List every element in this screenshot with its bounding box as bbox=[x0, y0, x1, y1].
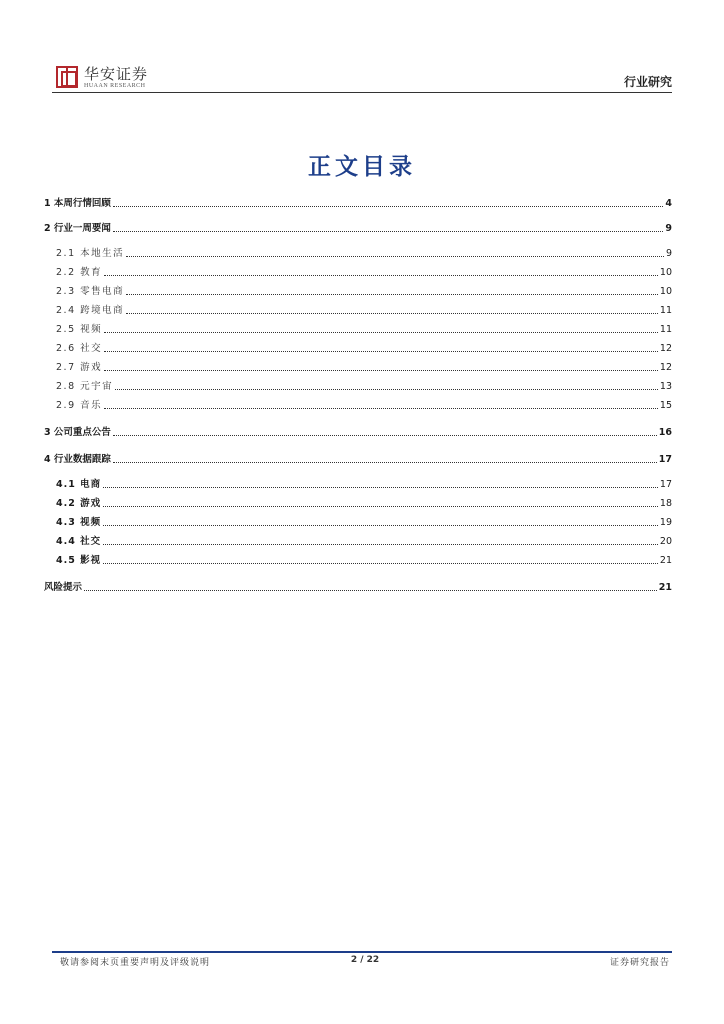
toc-entry-label: 2.2 教育 bbox=[56, 267, 103, 278]
toc-entry[interactable] bbox=[44, 196, 672, 210]
toc-entry[interactable] bbox=[56, 360, 672, 374]
toc-entry[interactable] bbox=[56, 534, 672, 548]
toc-entry-label: 4.1 电商 bbox=[56, 479, 102, 490]
toc-entry-label: 2.5 视频 bbox=[56, 324, 103, 335]
toc-entry-page: 21 bbox=[659, 555, 672, 566]
toc-dot-leader bbox=[126, 313, 658, 314]
toc-dot-leader bbox=[103, 525, 658, 526]
toc-entry[interactable] bbox=[56, 284, 672, 298]
toc-dot-leader bbox=[103, 544, 658, 545]
toc-entry-label: 3 公司重点公告 bbox=[44, 427, 111, 438]
toc-entry[interactable] bbox=[44, 425, 672, 439]
report-category: 行业研究 bbox=[623, 75, 672, 89]
toc-entry-page: 21 bbox=[658, 582, 672, 593]
logo-name-cn: 华安证券 bbox=[84, 65, 149, 83]
toc-dot-leader bbox=[84, 590, 657, 591]
toc-entry-label: 4.4 社交 bbox=[56, 536, 102, 547]
toc-dot-leader bbox=[126, 294, 658, 295]
toc-entry-label: 风险提示 bbox=[44, 582, 83, 593]
toc-entry-page: 19 bbox=[659, 517, 672, 528]
toc-entry-page: 12 bbox=[659, 362, 672, 373]
page-title: 正文目录 bbox=[308, 154, 416, 180]
toc-entry-label: 2.7 游戏 bbox=[56, 362, 103, 373]
toc-entry-page: 4 bbox=[665, 198, 672, 209]
footer-divider bbox=[52, 951, 672, 953]
toc-dot-leader bbox=[113, 462, 657, 463]
toc-entry-label: 4.2 游戏 bbox=[56, 498, 102, 509]
toc-entry-page: 9 bbox=[665, 248, 672, 259]
toc-entry[interactable] bbox=[56, 246, 672, 260]
report-type: 证券研究报告 bbox=[609, 958, 670, 968]
toc-entry[interactable] bbox=[56, 322, 672, 336]
toc-entry-page: 15 bbox=[659, 400, 672, 411]
toc-entry[interactable] bbox=[56, 515, 672, 529]
toc-dot-leader bbox=[113, 435, 657, 436]
toc-entry[interactable] bbox=[44, 221, 672, 235]
toc-entry[interactable] bbox=[44, 452, 672, 466]
toc-entry[interactable] bbox=[56, 265, 672, 279]
page-number: 2 / 22 bbox=[350, 955, 380, 965]
toc-entry-page: 17 bbox=[659, 479, 672, 490]
toc-entry-label: 2.6 社交 bbox=[56, 343, 103, 354]
toc-dot-leader bbox=[104, 275, 658, 276]
toc-dot-leader bbox=[104, 408, 658, 409]
toc-dot-leader bbox=[103, 487, 658, 488]
toc-entry-page: 13 bbox=[659, 381, 672, 392]
toc-entry-page: 10 bbox=[659, 267, 672, 278]
toc-entry-page: 17 bbox=[658, 454, 672, 465]
logo-seal-icon bbox=[56, 66, 78, 88]
toc-entry[interactable] bbox=[44, 580, 672, 594]
toc-entry-page: 10 bbox=[659, 286, 672, 297]
toc-entry-label: 4 行业数据跟踪 bbox=[44, 454, 111, 465]
toc-dot-leader bbox=[104, 332, 658, 333]
toc-entry[interactable] bbox=[56, 496, 672, 510]
page-footer bbox=[60, 955, 670, 969]
toc-dot-leader bbox=[113, 231, 663, 232]
toc-entry-label: 2.4 跨境电商 bbox=[56, 305, 125, 316]
toc-entry-page: 12 bbox=[659, 343, 672, 354]
toc-dot-leader bbox=[126, 256, 664, 257]
toc-entry[interactable] bbox=[56, 379, 672, 393]
toc-entry-label: 4.5 影视 bbox=[56, 555, 102, 566]
company-logo bbox=[56, 66, 148, 90]
toc-entry-page: 16 bbox=[658, 427, 672, 438]
toc-entry-label: 1 本周行情回顾 bbox=[44, 198, 111, 209]
toc-dot-leader bbox=[104, 351, 658, 352]
toc-entry[interactable] bbox=[56, 303, 672, 317]
toc-entry[interactable] bbox=[56, 341, 672, 355]
toc-entry-label: 2.1 本地生活 bbox=[56, 248, 125, 259]
toc-entry-label: 4.3 视频 bbox=[56, 517, 102, 528]
toc-entry-label: 2.8 元宇宙 bbox=[56, 381, 114, 392]
toc-entry-page: 11 bbox=[659, 305, 672, 316]
toc-entry[interactable] bbox=[56, 398, 672, 412]
toc-dot-leader bbox=[103, 563, 658, 564]
header-divider bbox=[52, 92, 672, 93]
page-header bbox=[52, 64, 672, 92]
toc-entry-page: 11 bbox=[659, 324, 672, 335]
toc-dot-leader bbox=[115, 389, 658, 390]
toc-entry-page: 18 bbox=[659, 498, 672, 509]
logo-name-en: HUAAN RESEARCH bbox=[84, 83, 146, 89]
toc-dot-leader bbox=[113, 206, 663, 207]
toc-entry-label: 2 行业一周要闻 bbox=[44, 223, 111, 234]
toc-dot-leader bbox=[104, 370, 658, 371]
toc-entry-label: 2.9 音乐 bbox=[56, 400, 103, 411]
toc-entry-page: 20 bbox=[659, 536, 672, 547]
toc-entry-page: 9 bbox=[665, 223, 672, 234]
toc-entry-label: 2.3 零售电商 bbox=[56, 286, 125, 297]
toc-dot-leader bbox=[103, 506, 658, 507]
disclaimer-note: 敬请参阅末页重要声明及评级说明 bbox=[60, 958, 211, 968]
toc-entry[interactable] bbox=[56, 553, 672, 567]
toc-entry[interactable] bbox=[56, 477, 672, 491]
